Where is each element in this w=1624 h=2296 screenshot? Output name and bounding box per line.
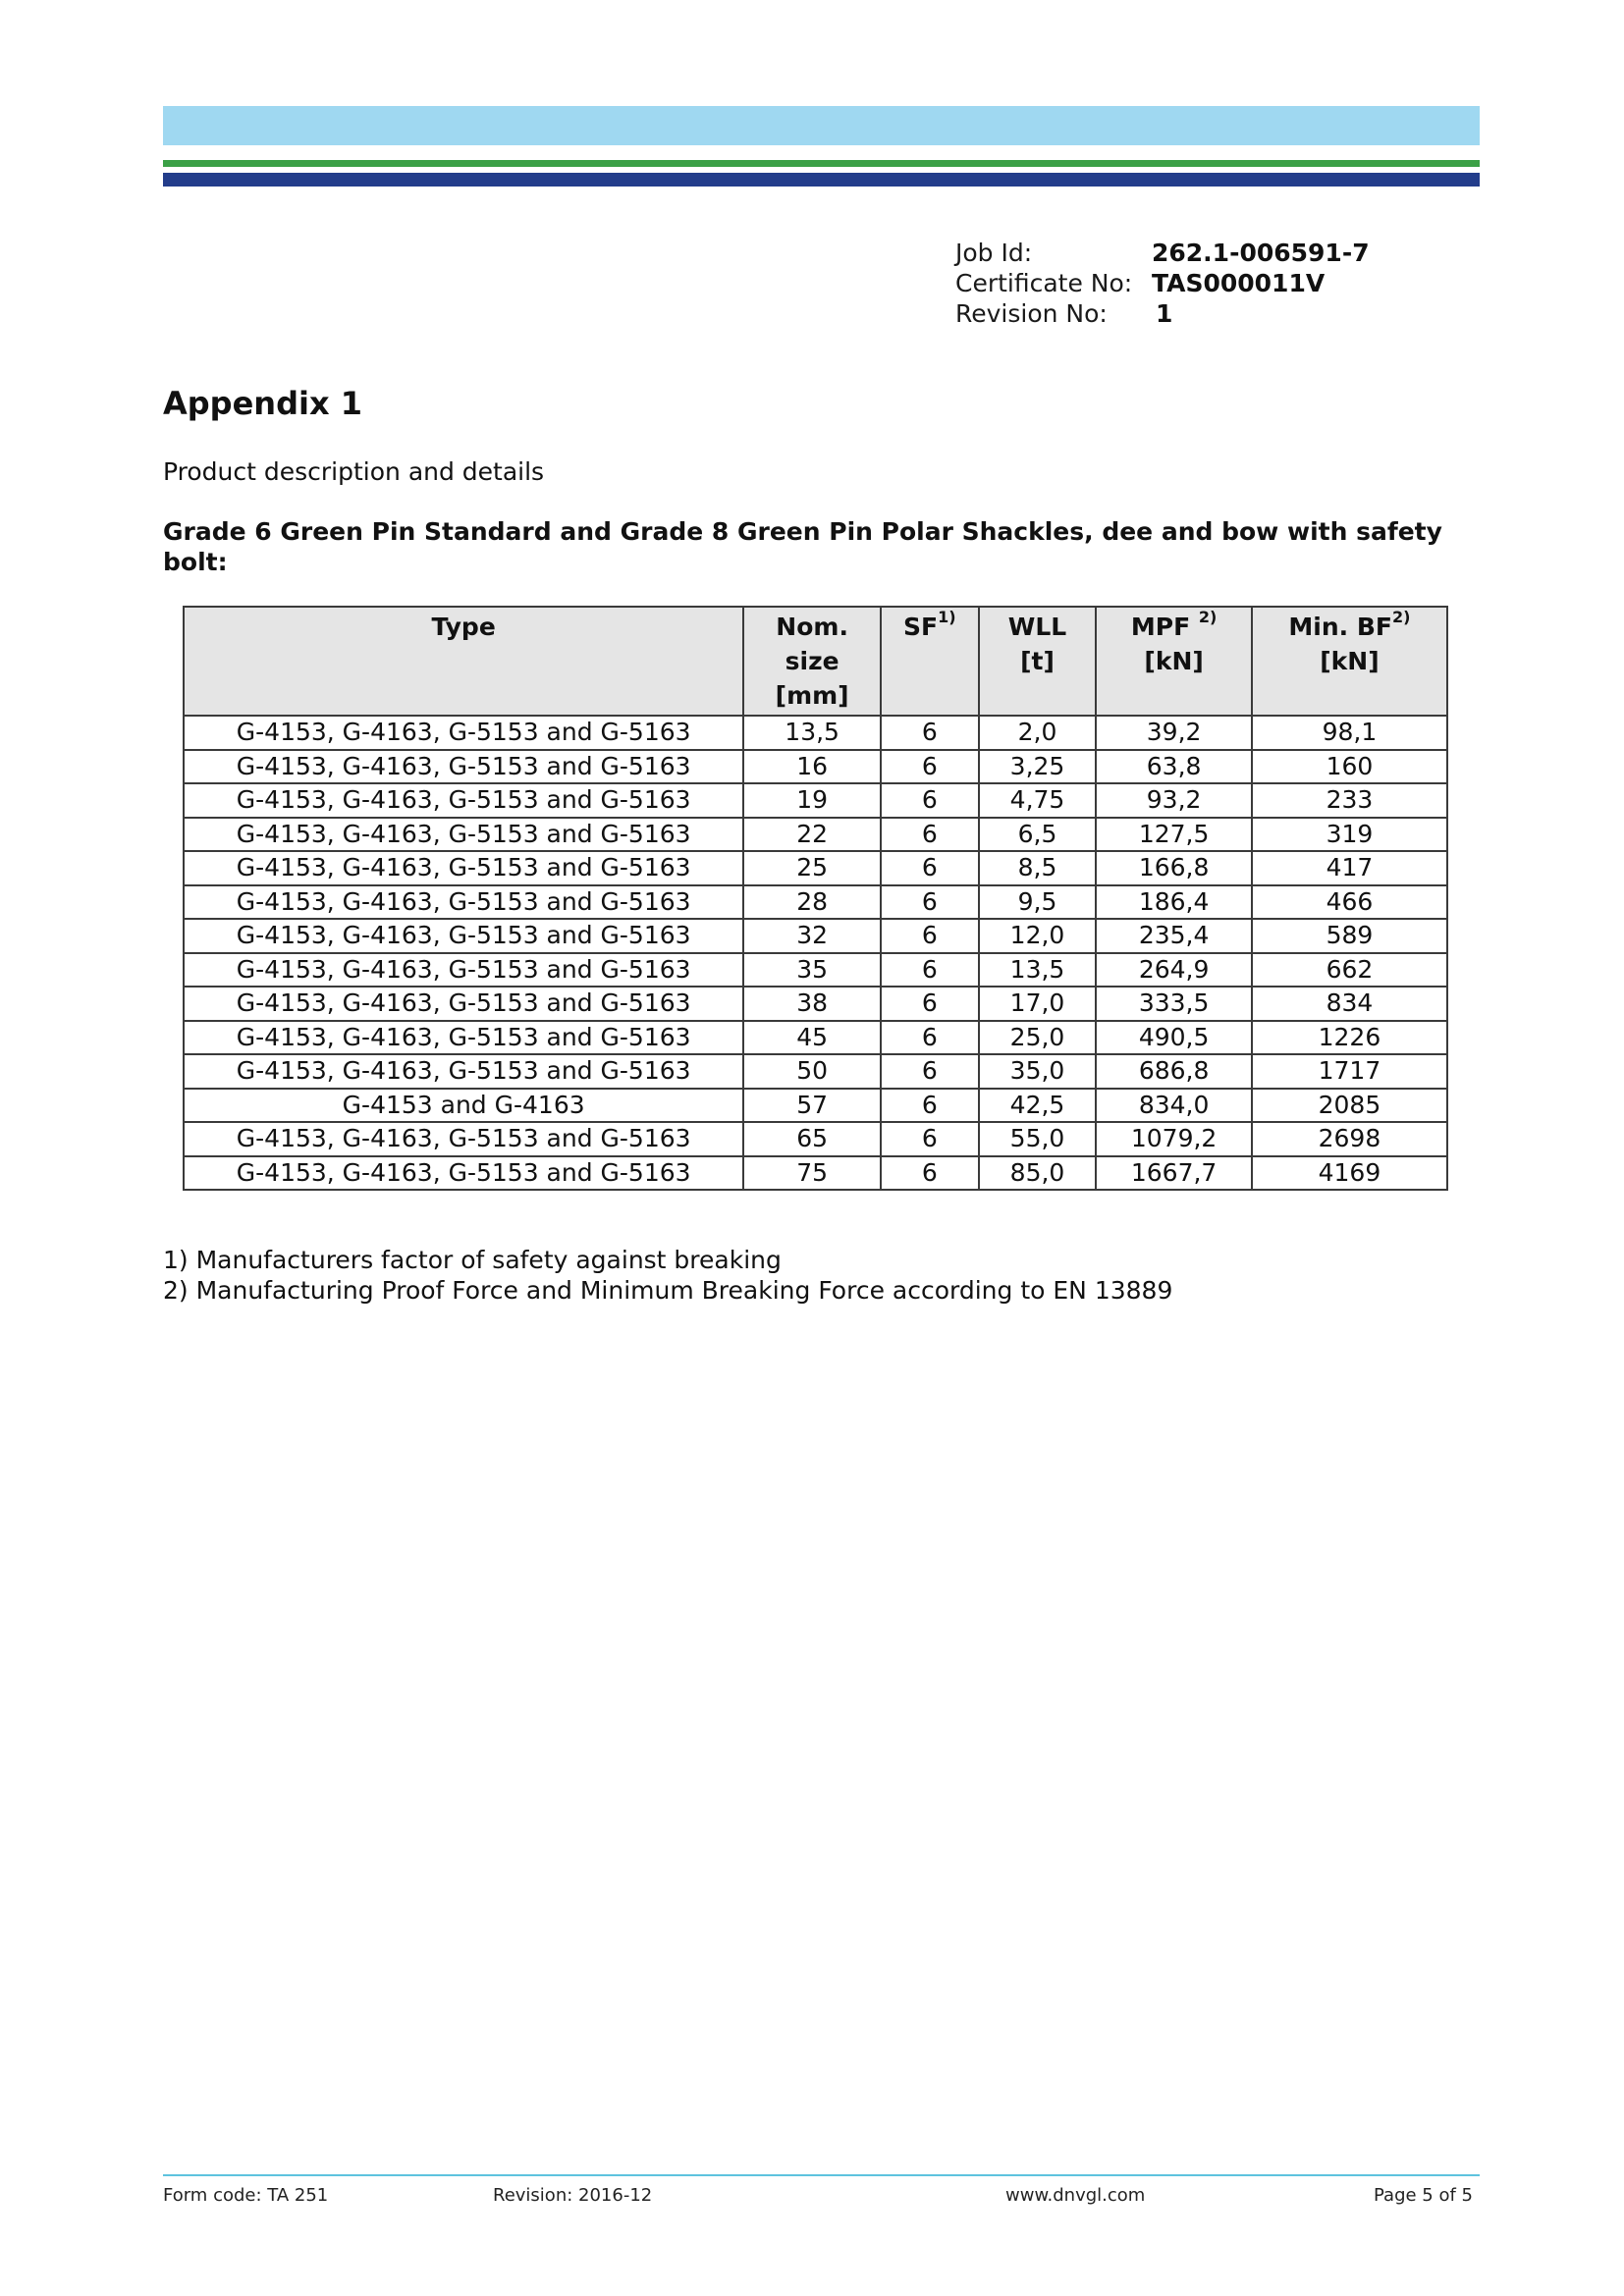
cell-nom-size: 22 [743, 818, 881, 852]
cell-min-bf: 233 [1252, 783, 1447, 818]
header-bf-footnote-ref: 2) [1392, 608, 1411, 626]
cell-wll: 13,5 [979, 953, 1097, 988]
cell-nom-size: 16 [743, 750, 881, 784]
cell-nom-size: 25 [743, 851, 881, 885]
cell-min-bf: 834 [1252, 987, 1447, 1021]
cell-nom-size: 32 [743, 919, 881, 953]
table-row [184, 919, 1447, 953]
footnotes [163, 1245, 1172, 1306]
page-title: Appendix 1 [163, 385, 362, 422]
header-mpf [1096, 607, 1252, 716]
cell-wll: 12,0 [979, 919, 1097, 953]
header-bf-line1: Min. BF [1288, 613, 1393, 641]
header-type [184, 607, 743, 716]
cell-sf: 6 [881, 885, 979, 920]
table-row [184, 851, 1447, 885]
cell-nom-size: 28 [743, 885, 881, 920]
header-wll-line1: WLL [1007, 613, 1067, 641]
cell-wll: 8,5 [979, 851, 1097, 885]
header-nom-size [743, 607, 881, 716]
cell-mpf: 834,0 [1096, 1089, 1252, 1123]
job-id-value: 262.1-006591-7 [1152, 239, 1370, 267]
cell-min-bf: 1717 [1252, 1054, 1447, 1089]
section-heading: Grade 6 Green Pin Standard and Grade 8 Green Pin Polar Shackles, dee and bow with safety bolt: [163, 517, 1442, 576]
cell-nom-size: 65 [743, 1122, 881, 1156]
cell-mpf: 93,2 [1096, 783, 1252, 818]
cell-mpf: 686,8 [1096, 1054, 1252, 1089]
cell-wll: 25,0 [979, 1021, 1097, 1055]
cell-wll: 42,5 [979, 1089, 1097, 1123]
cell-nom-size: 57 [743, 1089, 881, 1123]
header-band-navy [163, 173, 1480, 187]
header-mpf-line1: MPF [1130, 613, 1199, 641]
cell-sf: 6 [881, 1089, 979, 1123]
cell-sf: 6 [881, 716, 979, 750]
cell-wll: 3,25 [979, 750, 1097, 784]
header-sf-footnote-ref: 1) [938, 608, 956, 626]
cell-sf: 6 [881, 851, 979, 885]
footnote-1: 1) Manufacturers factor of safety against breaking [163, 1246, 782, 1274]
cell-type: G-4153, G-4163, G-5153 and G-5163 [184, 716, 743, 750]
cell-type: G-4153 and G-4163 [184, 1089, 743, 1123]
table-row [184, 1122, 1447, 1156]
cell-min-bf: 2698 [1252, 1122, 1447, 1156]
cell-mpf: 166,8 [1096, 851, 1252, 885]
cell-wll: 4,75 [979, 783, 1097, 818]
table-row [184, 716, 1447, 750]
cell-type: G-4153, G-4163, G-5153 and G-5163 [184, 818, 743, 852]
cell-nom-size: 50 [743, 1054, 881, 1089]
cell-type: G-4153, G-4163, G-5153 and G-5163 [184, 1021, 743, 1055]
cell-min-bf: 98,1 [1252, 716, 1447, 750]
cell-wll: 9,5 [979, 885, 1097, 920]
header-mpf-line2: [kN] [1144, 647, 1204, 675]
cell-mpf: 63,8 [1096, 750, 1252, 784]
cell-sf: 6 [881, 818, 979, 852]
cell-wll: 2,0 [979, 716, 1097, 750]
header-min-bf [1252, 607, 1447, 716]
cell-type: G-4153, G-4163, G-5153 and G-5163 [184, 1156, 743, 1191]
cell-nom-size: 35 [743, 953, 881, 988]
job-id-row [955, 238, 1370, 268]
cell-mpf: 1079,2 [1096, 1122, 1252, 1156]
cell-sf: 6 [881, 987, 979, 1021]
cell-mpf: 490,5 [1096, 1021, 1252, 1055]
cell-wll: 17,0 [979, 987, 1097, 1021]
header-wll-line2: [t] [1020, 647, 1055, 675]
shackle-spec-table [183, 606, 1448, 1191]
cell-wll: 6,5 [979, 818, 1097, 852]
cell-mpf: 39,2 [1096, 716, 1252, 750]
certificate-meta [955, 238, 1370, 329]
cell-min-bf: 1226 [1252, 1021, 1447, 1055]
header-nom-line3: [mm] [775, 681, 849, 710]
header-bf-line2: [kN] [1320, 647, 1380, 675]
table-header-row [184, 607, 1447, 716]
header-type-label: Type [431, 613, 496, 641]
cell-mpf: 1667,7 [1096, 1156, 1252, 1191]
cell-min-bf: 589 [1252, 919, 1447, 953]
cell-nom-size: 75 [743, 1156, 881, 1191]
cell-wll: 35,0 [979, 1054, 1097, 1089]
cell-mpf: 264,9 [1096, 953, 1252, 988]
cell-min-bf: 662 [1252, 953, 1447, 988]
cell-min-bf: 4169 [1252, 1156, 1447, 1191]
cell-nom-size: 13,5 [743, 716, 881, 750]
cell-min-bf: 466 [1252, 885, 1447, 920]
header-sf [881, 607, 979, 716]
table-row [184, 987, 1447, 1021]
cell-sf: 6 [881, 1156, 979, 1191]
cell-nom-size: 19 [743, 783, 881, 818]
footer-divider [163, 2174, 1480, 2176]
header-sf-label: SF [903, 613, 939, 641]
cell-sf: 6 [881, 919, 979, 953]
header-nom-line2: size [785, 647, 839, 675]
cell-min-bf: 417 [1252, 851, 1447, 885]
cell-mpf: 333,5 [1096, 987, 1252, 1021]
cell-type: G-4153, G-4163, G-5153 and G-5163 [184, 919, 743, 953]
cell-min-bf: 2085 [1252, 1089, 1447, 1123]
header-band-light-blue [163, 106, 1480, 145]
cell-sf: 6 [881, 1122, 979, 1156]
table-row [184, 818, 1447, 852]
cell-sf: 6 [881, 750, 979, 784]
cell-type: G-4153, G-4163, G-5153 and G-5163 [184, 783, 743, 818]
cell-type: G-4153, G-4163, G-5153 and G-5163 [184, 885, 743, 920]
certificate-no-value: TAS000011V [1152, 269, 1326, 297]
footer-revision: Revision: 2016-12 [493, 2185, 653, 2206]
certificate-no-row [955, 268, 1370, 298]
table-row [184, 750, 1447, 784]
table-row [184, 783, 1447, 818]
cell-mpf: 186,4 [1096, 885, 1252, 920]
cell-nom-size: 38 [743, 987, 881, 1021]
cell-type: G-4153, G-4163, G-5153 and G-5163 [184, 750, 743, 784]
table-body [184, 716, 1447, 1190]
cell-mpf: 127,5 [1096, 818, 1252, 852]
cell-wll: 85,0 [979, 1156, 1097, 1191]
certificate-no-label: Certificate No: [955, 269, 1133, 297]
table-row [184, 885, 1447, 920]
subtitle: Product description and details [163, 457, 545, 486]
table-row [184, 953, 1447, 988]
header-wll [979, 607, 1097, 716]
cell-sf: 6 [881, 1054, 979, 1089]
footnote-2: 2) Manufacturing Proof Force and Minimum Breaking Force according to EN 13889 [163, 1276, 1173, 1305]
cell-sf: 6 [881, 953, 979, 988]
cell-type: G-4153, G-4163, G-5153 and G-5163 [184, 1054, 743, 1089]
revision-no-row [955, 298, 1370, 329]
cell-min-bf: 319 [1252, 818, 1447, 852]
job-id-label: Job Id: [955, 239, 1033, 267]
cell-type: G-4153, G-4163, G-5153 and G-5163 [184, 851, 743, 885]
cell-type: G-4153, G-4163, G-5153 and G-5163 [184, 987, 743, 1021]
revision-no-value: 1 [1156, 299, 1173, 328]
table-row [184, 1156, 1447, 1191]
footer-form-code: Form code: TA 251 [163, 2185, 329, 2206]
revision-no-label: Revision No: [955, 299, 1108, 328]
cell-sf: 6 [881, 1021, 979, 1055]
table-row [184, 1021, 1447, 1055]
cell-type: G-4153, G-4163, G-5153 and G-5163 [184, 953, 743, 988]
table-row [184, 1054, 1447, 1089]
header-band-green [163, 160, 1480, 167]
cell-type: G-4153, G-4163, G-5153 and G-5163 [184, 1122, 743, 1156]
cell-wll: 55,0 [979, 1122, 1097, 1156]
footer-website-link[interactable]: www.dnvgl.com [1005, 2185, 1146, 2206]
header-nom-line1: Nom. [776, 613, 848, 641]
footer-page-number: Page 5 of 5 [1374, 2185, 1473, 2206]
cell-nom-size: 45 [743, 1021, 881, 1055]
table-row [184, 1089, 1447, 1123]
cell-sf: 6 [881, 783, 979, 818]
cell-mpf: 235,4 [1096, 919, 1252, 953]
cell-min-bf: 160 [1252, 750, 1447, 784]
header-mpf-footnote-ref: 2) [1198, 608, 1218, 626]
